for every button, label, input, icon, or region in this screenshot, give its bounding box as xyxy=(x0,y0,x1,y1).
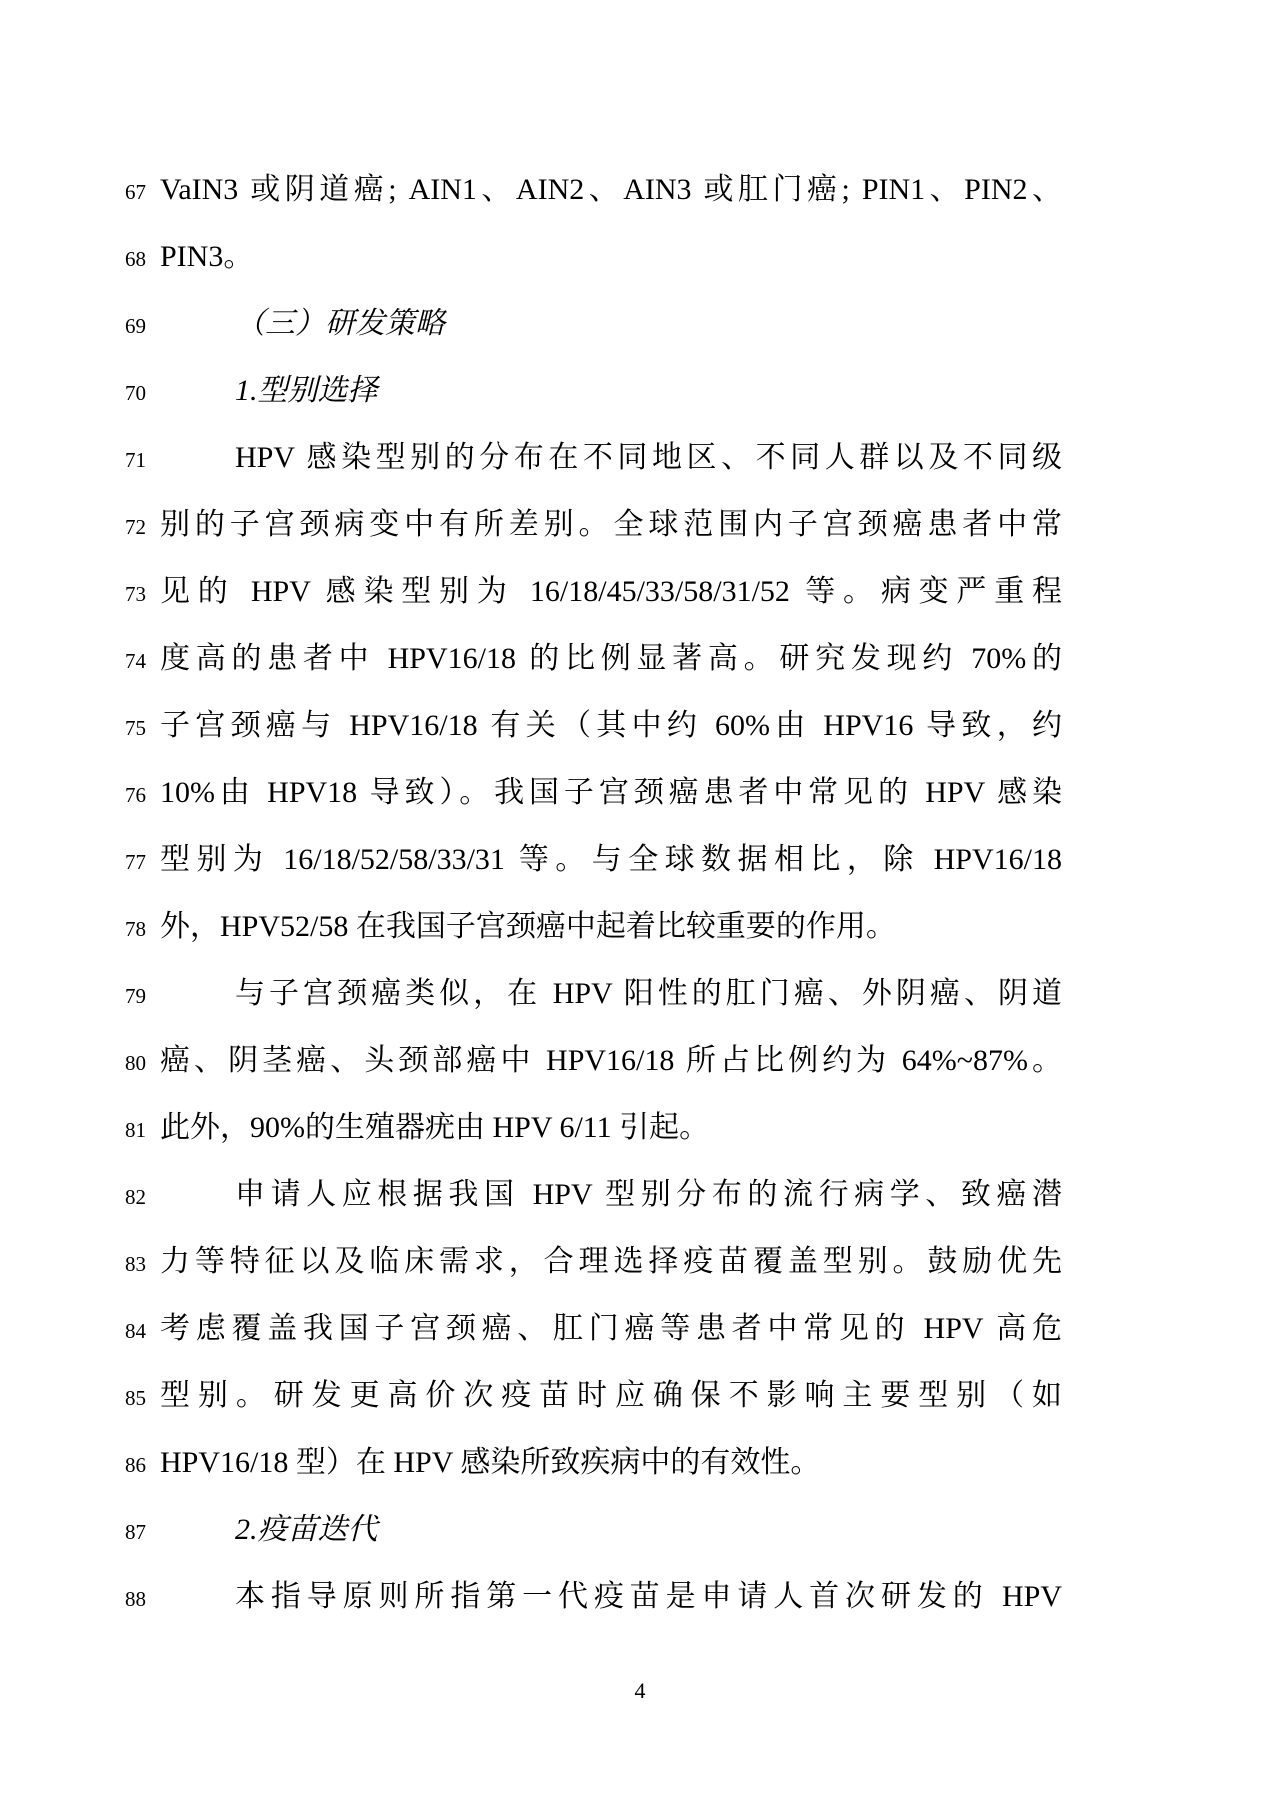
page-number: 4 xyxy=(634,1678,646,1703)
line-text: 外，HPV52/58 在我国子宫颈癌中起着比较重要的作用。 xyxy=(160,910,896,943)
line-number: 82 xyxy=(125,1185,146,1209)
line-text: PIN3。 xyxy=(160,240,254,273)
line-text: 与子宫颈癌类似，在 HPV 阳性的肛门癌、外阴癌、阴道 xyxy=(235,977,1062,1010)
document-line xyxy=(0,1429,1280,1496)
document-line xyxy=(0,424,1280,491)
document-line xyxy=(0,1362,1280,1429)
line-text: VaIN3 或阴道癌; AIN1、AIN2、AIN3 或肛门癌; PIN1、PIN2、 xyxy=(160,173,1062,206)
line-number: 77 xyxy=(125,850,146,874)
line-number: 69 xyxy=(125,314,146,338)
line-text: 力等特征以及临床需求，合理选择疫苗覆盖型别。鼓励优先 xyxy=(160,1245,1062,1278)
line-text: 子宫颈癌与 HPV16/18 有关（其中约 60%由 HPV16 导致，约 xyxy=(160,709,1062,742)
document-line xyxy=(0,759,1280,826)
line-number: 73 xyxy=(125,582,146,606)
document-line xyxy=(0,625,1280,692)
line-text: 此外，90%的生殖器疣由 HPV 6/11 引起。 xyxy=(160,1111,710,1144)
line-text: 2.疫苗迭代 xyxy=(235,1513,378,1546)
document-line xyxy=(0,1295,1280,1362)
line-text: 本指导原则所指第一代疫苗是申请人首次研发的 HPV xyxy=(235,1580,1062,1613)
document-line xyxy=(0,1228,1280,1295)
document-line xyxy=(0,960,1280,1027)
line-number: 81 xyxy=(125,1118,146,1142)
line-number: 87 xyxy=(125,1520,146,1544)
line-number: 88 xyxy=(125,1587,146,1611)
document-line xyxy=(0,357,1280,424)
line-text: （三）研发策略 xyxy=(235,307,445,340)
document-line xyxy=(0,558,1280,625)
line-number: 72 xyxy=(125,515,146,539)
document-line xyxy=(0,223,1280,290)
line-text: 考虑覆盖我国子宫颈癌、肛门癌等患者中常见的 HPV 高危 xyxy=(160,1312,1062,1345)
document-line xyxy=(0,491,1280,558)
line-text: HPV16/18 型）在 HPV 感染所致疾病中的有效性。 xyxy=(160,1446,821,1479)
line-text: HPV 感染型别的分布在不同地区、不同人群以及不同级 xyxy=(235,441,1062,474)
document-line xyxy=(0,1563,1280,1630)
line-text: 度高的患者中 HPV16/18 的比例显著高。研究发现约 70%的 xyxy=(160,642,1062,675)
line-number: 70 xyxy=(125,381,146,405)
document-line xyxy=(0,893,1280,960)
line-text: 别的子宫颈病变中有所差别。全球范围内子宫颈癌患者中常 xyxy=(160,508,1062,541)
document-line xyxy=(0,290,1280,357)
line-text: 1.型别选择 xyxy=(235,374,378,407)
line-number: 71 xyxy=(125,448,146,472)
line-number: 78 xyxy=(125,917,146,941)
line-text: 申请人应根据我国 HPV 型别分布的流行病学、致癌潜 xyxy=(235,1178,1062,1211)
line-text: 见的 HPV 感染型别为 16/18/45/33/58/31/52 等。病变严重程 xyxy=(160,575,1062,608)
line-number: 75 xyxy=(125,716,146,740)
document-line xyxy=(0,1027,1280,1094)
line-number: 74 xyxy=(125,649,146,673)
document-line xyxy=(0,1496,1280,1563)
document-line xyxy=(0,1161,1280,1228)
line-text: 型别。研发更高价次疫苗时应确保不影响主要型别（如 xyxy=(160,1379,1062,1412)
document-lines-container xyxy=(0,156,1280,1630)
line-number: 67 xyxy=(125,180,146,204)
line-number: 86 xyxy=(125,1453,146,1477)
line-text: 10%由 HPV18 导致）。我国子宫颈癌患者中常见的 HPV 感染 xyxy=(160,776,1062,809)
line-text: 型别为 16/18/52/58/33/31 等。与全球数据相比，除 HPV16/18 xyxy=(160,843,1062,876)
line-number: 79 xyxy=(125,984,146,1008)
line-number: 76 xyxy=(125,783,146,807)
line-number: 68 xyxy=(125,247,146,271)
document-line xyxy=(0,156,1280,223)
line-number: 84 xyxy=(125,1319,146,1343)
line-number: 83 xyxy=(125,1252,146,1276)
line-text: 癌、阴茎癌、头颈部癌中 HPV16/18 所占比例约为 64%~87%。 xyxy=(160,1044,1062,1077)
line-number: 85 xyxy=(125,1386,146,1410)
line-number: 80 xyxy=(125,1051,146,1075)
document-line xyxy=(0,1094,1280,1161)
document-line xyxy=(0,826,1280,893)
document-line xyxy=(0,692,1280,759)
